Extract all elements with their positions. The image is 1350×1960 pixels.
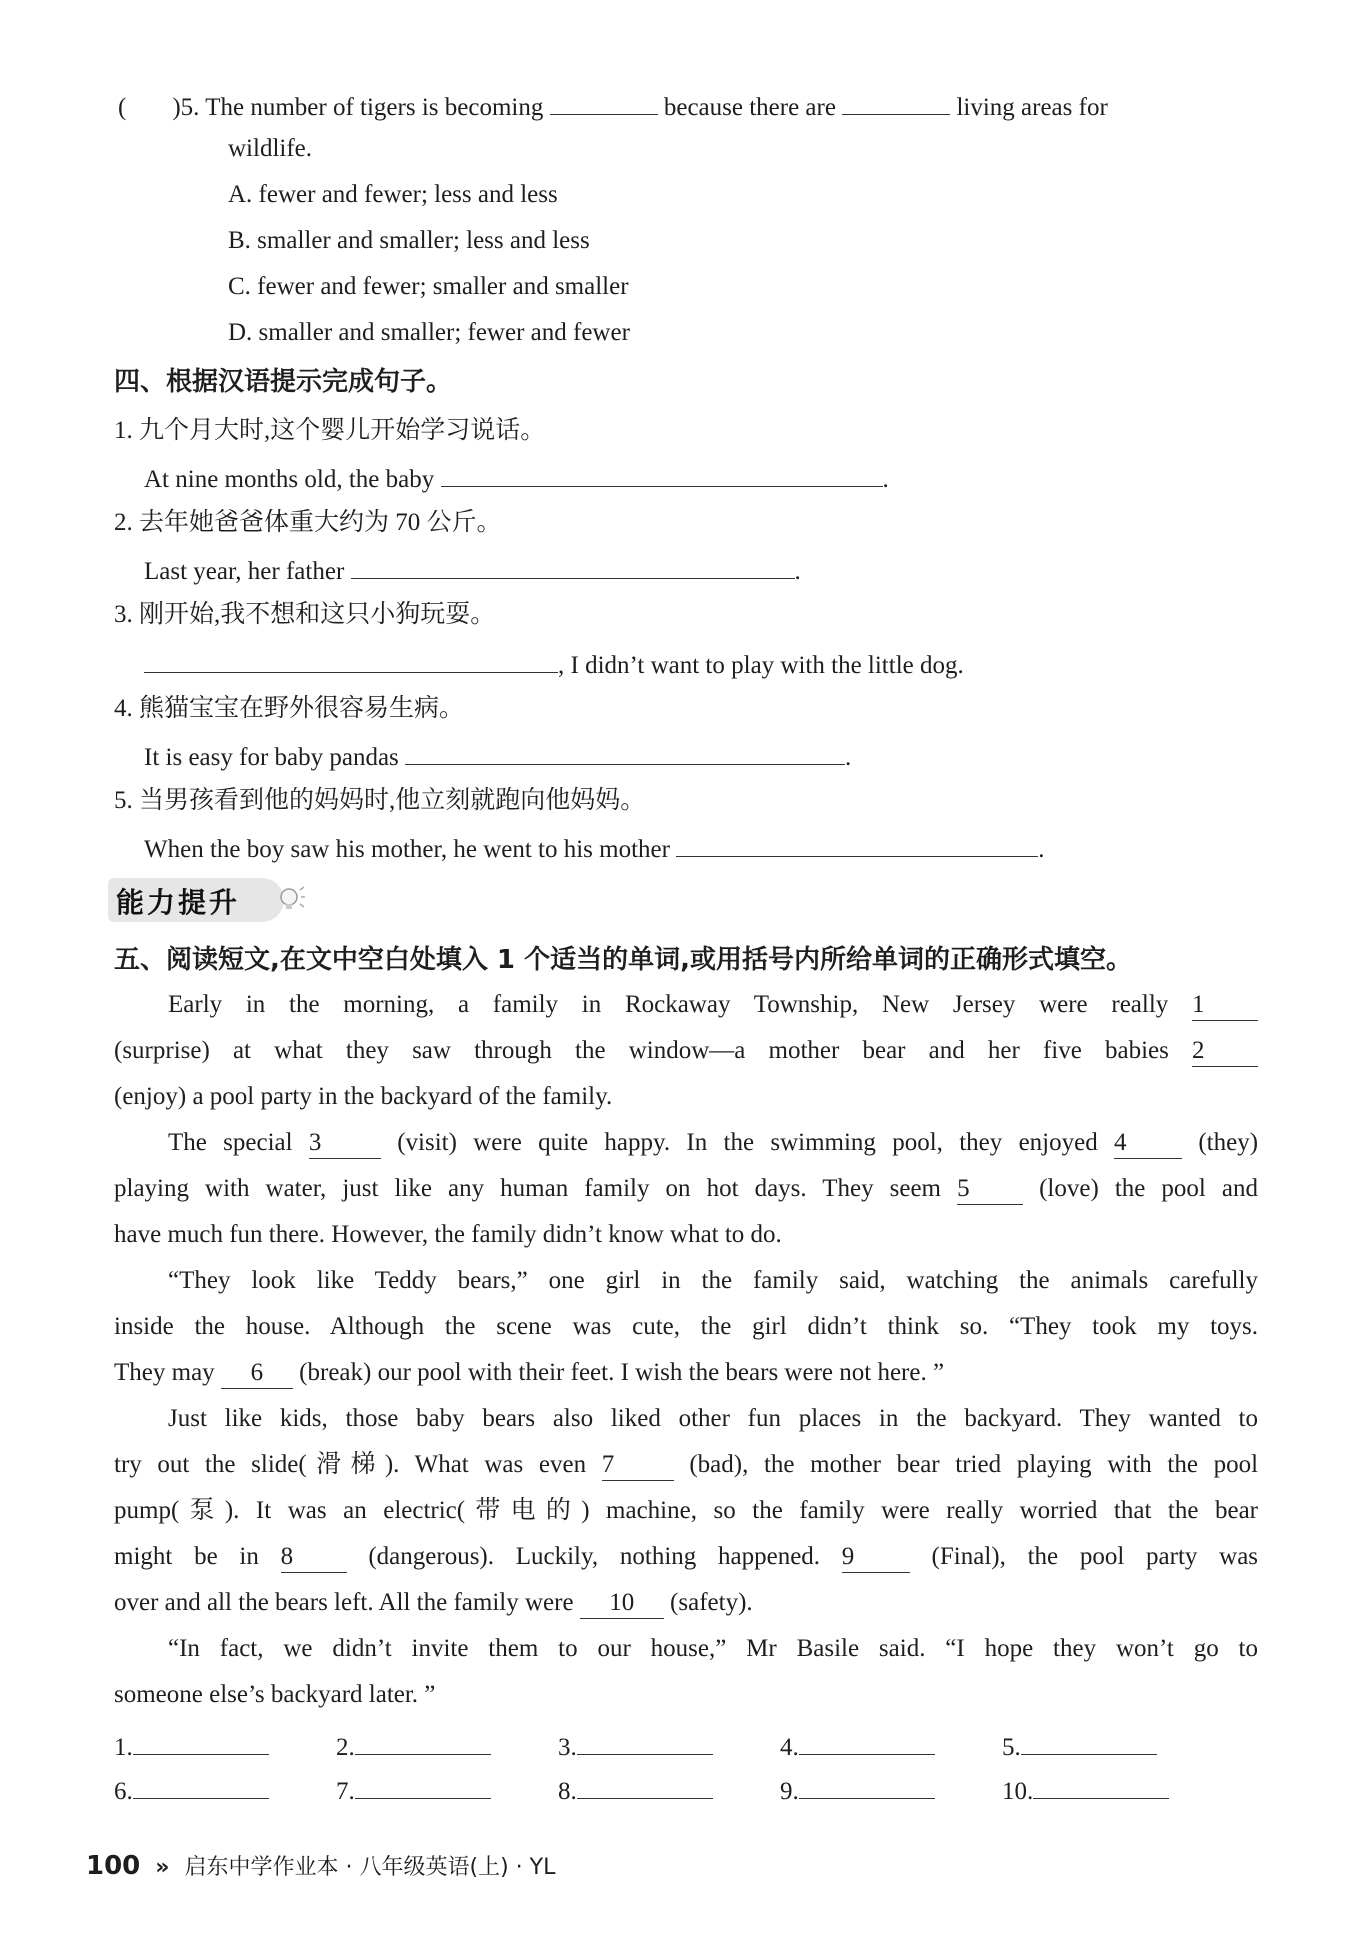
s5-text: (surprise) at what they saw through the window—a mother bear and her five babies bbox=[114, 1037, 1169, 1064]
s5-line-11 bbox=[114, 1448, 1258, 1482]
s5-text: might be in bbox=[114, 1543, 259, 1570]
s5-text: (break) our pool with their feet. I wish the bears were not here. ” bbox=[299, 1359, 945, 1386]
answer-9 bbox=[780, 1772, 935, 1809]
s5-line-5 bbox=[114, 1172, 1258, 1206]
answer-label: 7. bbox=[336, 1778, 355, 1805]
s4-item3-rest: , I didn’t want to play with the little dog. bbox=[558, 652, 964, 679]
answer-blank-3[interactable] bbox=[577, 1728, 713, 1755]
s5-line-16: someone else’s backyard later. ” bbox=[114, 1681, 436, 1708]
passage-blank-1[interactable]: 1 bbox=[1192, 990, 1258, 1021]
answer-label: 2. bbox=[336, 1734, 355, 1761]
s5-line-9 bbox=[114, 1356, 944, 1390]
s5-text: (they) bbox=[1198, 1129, 1259, 1156]
answer-blank-7[interactable] bbox=[355, 1772, 491, 1799]
s5-line-13 bbox=[114, 1540, 1258, 1574]
s4-item5-cn: 5. 当男孩看到他的妈妈时,他立刻就跑向他妈妈。 bbox=[114, 787, 646, 814]
answer-5 bbox=[1002, 1728, 1157, 1765]
q5-answer-paren[interactable]: ( bbox=[118, 94, 127, 121]
answer-label: 4. bbox=[780, 1734, 799, 1761]
passage-blank-9[interactable]: 9 bbox=[842, 1542, 910, 1573]
s5-line-6: have much fun there. However, the family didn’t know what to do. bbox=[114, 1221, 782, 1248]
q5-option-d[interactable]: D. smaller and smaller; fewer and fewer bbox=[228, 319, 630, 346]
s4-item5-en bbox=[144, 830, 1044, 867]
s4-item1-period: . bbox=[882, 466, 889, 493]
answer-blank-10[interactable] bbox=[1033, 1772, 1169, 1799]
passage-blank-10[interactable]: 10 bbox=[580, 1588, 664, 1619]
q5-stem-line bbox=[118, 88, 1268, 125]
answer-label: 9. bbox=[780, 1778, 799, 1805]
answer-3 bbox=[558, 1728, 713, 1765]
page-footer bbox=[86, 1850, 555, 1881]
s4-item3-blank[interactable] bbox=[144, 646, 558, 673]
q5-blank-1[interactable] bbox=[550, 88, 658, 115]
q5-stem-part-a: The number of tigers is becoming bbox=[205, 94, 544, 121]
s5-text: (safety). bbox=[670, 1589, 753, 1616]
s4-item1-blank[interactable] bbox=[441, 460, 883, 487]
page-number: 100 bbox=[86, 1851, 141, 1881]
chevron-right-icon: » bbox=[155, 1855, 170, 1880]
s4-item5-period: . bbox=[1038, 836, 1045, 863]
badge-label: 能力提升 bbox=[116, 886, 241, 919]
q5-option-a[interactable]: A. fewer and fewer; less and less bbox=[228, 181, 558, 208]
answer-7 bbox=[336, 1772, 491, 1809]
s5-text: try out the slide(滑梯). What was even bbox=[114, 1451, 587, 1478]
s5-line-2 bbox=[114, 1034, 1258, 1068]
answer-blank-8[interactable] bbox=[577, 1772, 713, 1799]
answer-1 bbox=[114, 1728, 269, 1765]
s4-item2-en bbox=[144, 552, 801, 589]
s5-line-1 bbox=[168, 988, 1258, 1022]
passage-blank-8[interactable]: 8 bbox=[281, 1542, 347, 1573]
s4-item2-period: . bbox=[794, 558, 801, 585]
answer-6 bbox=[114, 1772, 269, 1809]
answer-label: 10. bbox=[1002, 1778, 1034, 1805]
answer-blank-2[interactable] bbox=[355, 1728, 491, 1755]
q5-option-b[interactable]: B. smaller and smaller; less and less bbox=[228, 227, 590, 254]
s4-item4-en bbox=[144, 738, 851, 775]
s4-item1-prompt: At nine months old, the baby bbox=[144, 466, 435, 493]
s5-text: (love) the pool and bbox=[1039, 1175, 1259, 1202]
s4-item5-prompt: When the boy saw his mother, he went to his mother bbox=[144, 836, 670, 863]
answer-blank-6[interactable] bbox=[133, 1772, 269, 1799]
s4-item4-prompt: It is easy for baby pandas bbox=[144, 744, 399, 771]
passage-blank-5[interactable]: 5 bbox=[957, 1174, 1023, 1205]
s4-item4-period: . bbox=[845, 744, 852, 771]
passage-blank-3[interactable]: 3 bbox=[309, 1128, 381, 1159]
answer-label: 5. bbox=[1002, 1734, 1021, 1761]
s5-line-12: pump(泵). It was an electric(带电的) machine, so the family were really worried that the bear bbox=[114, 1497, 1258, 1524]
answer-4 bbox=[780, 1728, 935, 1765]
s4-item3-cn: 3. 刚开始,我不想和这只小狗玩耍。 bbox=[114, 601, 496, 628]
q5-option-c[interactable]: C. fewer and fewer; smaller and smaller bbox=[228, 273, 629, 300]
s5-text: (dangerous). Luckily, nothing happened. bbox=[368, 1543, 821, 1570]
s5-text: Early in the morning, a family in Rockaway Township, New Jersey were really bbox=[168, 991, 1169, 1018]
s5-text: over and all the bears left. All the family were bbox=[114, 1589, 574, 1616]
s5-text: (bad), the mother bear tried playing with the pool bbox=[689, 1451, 1259, 1478]
lightbulb-icon bbox=[276, 884, 306, 914]
s4-item5-blank[interactable] bbox=[676, 830, 1038, 857]
s5-line-3: (enjoy) a pool party in the backyard of the family. bbox=[114, 1083, 613, 1110]
ability-badge bbox=[108, 878, 304, 922]
section5-title: 五、阅读短文,在文中空白处填入 1 个适当的单词,或用括号内所给单词的正确形式填空。 bbox=[114, 945, 1132, 975]
q5-blank-2[interactable] bbox=[842, 88, 950, 115]
s4-item2-prompt: Last year, her father bbox=[144, 558, 345, 585]
s5-text: The special bbox=[168, 1129, 293, 1156]
s5-line-10: Just like kids, those baby bears also liked other fun places in the backyard. They wanted to bbox=[168, 1405, 1258, 1432]
answer-2 bbox=[336, 1728, 491, 1765]
answer-label: 1. bbox=[114, 1734, 133, 1761]
s5-line-14 bbox=[114, 1586, 753, 1620]
s5-line-8: inside the house. Although the scene was cute, the girl didn’t think so. “They took my toys. bbox=[114, 1313, 1258, 1340]
s5-line-4 bbox=[168, 1126, 1258, 1160]
answer-label: 8. bbox=[558, 1778, 577, 1805]
q5-stem-part-b: because there are bbox=[663, 94, 836, 121]
answer-8 bbox=[558, 1772, 713, 1809]
s4-item1-en bbox=[144, 460, 889, 497]
section4-title: 四、根据汉语提示完成句子。 bbox=[114, 367, 453, 397]
answer-blank-4[interactable] bbox=[799, 1728, 935, 1755]
q5-stem-continuation: wildlife. bbox=[228, 135, 313, 162]
answer-label: 3. bbox=[558, 1734, 577, 1761]
q5-stem-part-c: living areas for bbox=[956, 94, 1108, 121]
s5-text: They may bbox=[114, 1359, 215, 1386]
s5-text: (visit) were quite happy. In the swimming pool, they enjoyed bbox=[397, 1129, 1098, 1156]
s4-item4-cn: 4. 熊猫宝宝在野外很容易生病。 bbox=[114, 695, 465, 722]
s5-line-7: “They look like Teddy bears,” one girl in the family said, watching the animals carefully bbox=[168, 1267, 1258, 1294]
s4-item2-blank[interactable] bbox=[351, 552, 795, 579]
s4-item2-cn: 2. 去年她爸爸体重大约为 70 公斤。 bbox=[114, 509, 502, 536]
answer-blank-5[interactable] bbox=[1021, 1728, 1157, 1755]
passage-blank-6[interactable]: 6 bbox=[221, 1358, 293, 1389]
passage-blank-7[interactable]: 7 bbox=[602, 1450, 674, 1481]
answer-10 bbox=[1002, 1772, 1169, 1809]
book-title: 启东中学作业本 · 八年级英语(上) · YL bbox=[184, 1855, 556, 1880]
passage-blank-4[interactable]: 4 bbox=[1114, 1128, 1182, 1159]
answer-label: 6. bbox=[114, 1778, 133, 1805]
s4-item4-blank[interactable] bbox=[405, 738, 845, 765]
q5-number: )5. bbox=[172, 94, 200, 121]
answer-blank-1[interactable] bbox=[133, 1728, 269, 1755]
s5-text: (Final), the pool party was bbox=[931, 1543, 1259, 1570]
s5-text: playing with water, just like any human family on hot days. They seem bbox=[114, 1175, 942, 1202]
s5-line-15: “In fact, we didn’t invite them to our house,” Mr Basile said. “I hope they won’t go to bbox=[168, 1635, 1258, 1662]
passage-blank-2[interactable]: 2 bbox=[1192, 1036, 1258, 1067]
s4-item1-cn: 1. 九个月大时,这个婴儿开始学习说话。 bbox=[114, 417, 546, 444]
s4-item3-en bbox=[144, 646, 964, 683]
answer-blank-9[interactable] bbox=[799, 1772, 935, 1799]
